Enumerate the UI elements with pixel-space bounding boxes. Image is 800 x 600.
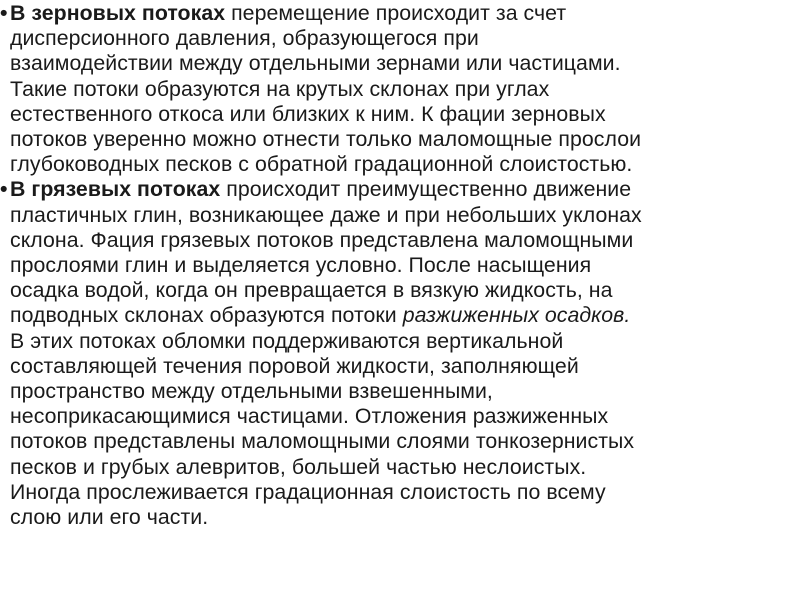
text-line: Такие потоки образуются на крутых склонах при углах — [10, 76, 550, 101]
text-line: естественного откоса или близких к ним. К фации зерновых — [10, 101, 606, 126]
text-fragment: подводных склонах образуются потоки — [10, 303, 403, 328]
text-line: прослоями глин и выделяется условно. После насыщения — [10, 253, 592, 278]
bullet-mark: • — [0, 177, 8, 202]
text-line: пространство между отдельными взвешенными, — [10, 379, 493, 404]
text-line: несоприкасающимися частицами. Отложения разжиженных — [10, 404, 609, 429]
bullet-grain-flows — [0, 1, 792, 177]
italic-term: разжиженных осадков. — [402, 303, 631, 328]
text-line: осадка водой, когда он превращается в вязкую жидкость, на — [10, 278, 613, 303]
text-fragment: перемещение происходит за счет — [225, 1, 567, 25]
text-line: глубоководных песков с обратной градационной слоистостью. — [10, 152, 633, 177]
text-line: дисперсионного давления, образующегося при — [10, 26, 479, 51]
text-line: песков и грубых алевритов, большей частью неслоистых. — [10, 454, 587, 479]
text-fragment: происходит преимущественно движение — [220, 177, 632, 202]
text-line: склона. Фация грязевых потоков представлена маломощными — [10, 227, 634, 252]
bold-term: В грязевых потоках — [10, 177, 221, 202]
text-line — [10, 303, 792, 328]
text-line: Иногда прослеживается градационная слоистость по всему — [10, 479, 606, 504]
text-line: взаимодействии между отдельными зернами или частицами. — [10, 51, 621, 76]
bullet-mud-flows — [0, 177, 792, 530]
text-line: В этих потоках обломки поддерживаются вертикальной — [10, 328, 564, 353]
text-block — [0, 1, 792, 530]
bold-term: В зерновых потоках — [10, 1, 226, 25]
text-line: потоков представлены маломощными слоями тонкозернистых — [10, 429, 635, 454]
text-line: составляющей течения поровой жидкости, заполняющей — [10, 353, 579, 378]
bullet-mark: • — [0, 1, 8, 25]
text-line — [10, 1, 792, 26]
text-line — [10, 177, 792, 202]
text-line: пластичных глин, возникающее даже и при небольших уклонах — [10, 202, 642, 227]
text-line: слою или его части. — [10, 505, 209, 530]
text-line: потоков уверенно можно отнести только маломощные прослои — [10, 127, 642, 152]
